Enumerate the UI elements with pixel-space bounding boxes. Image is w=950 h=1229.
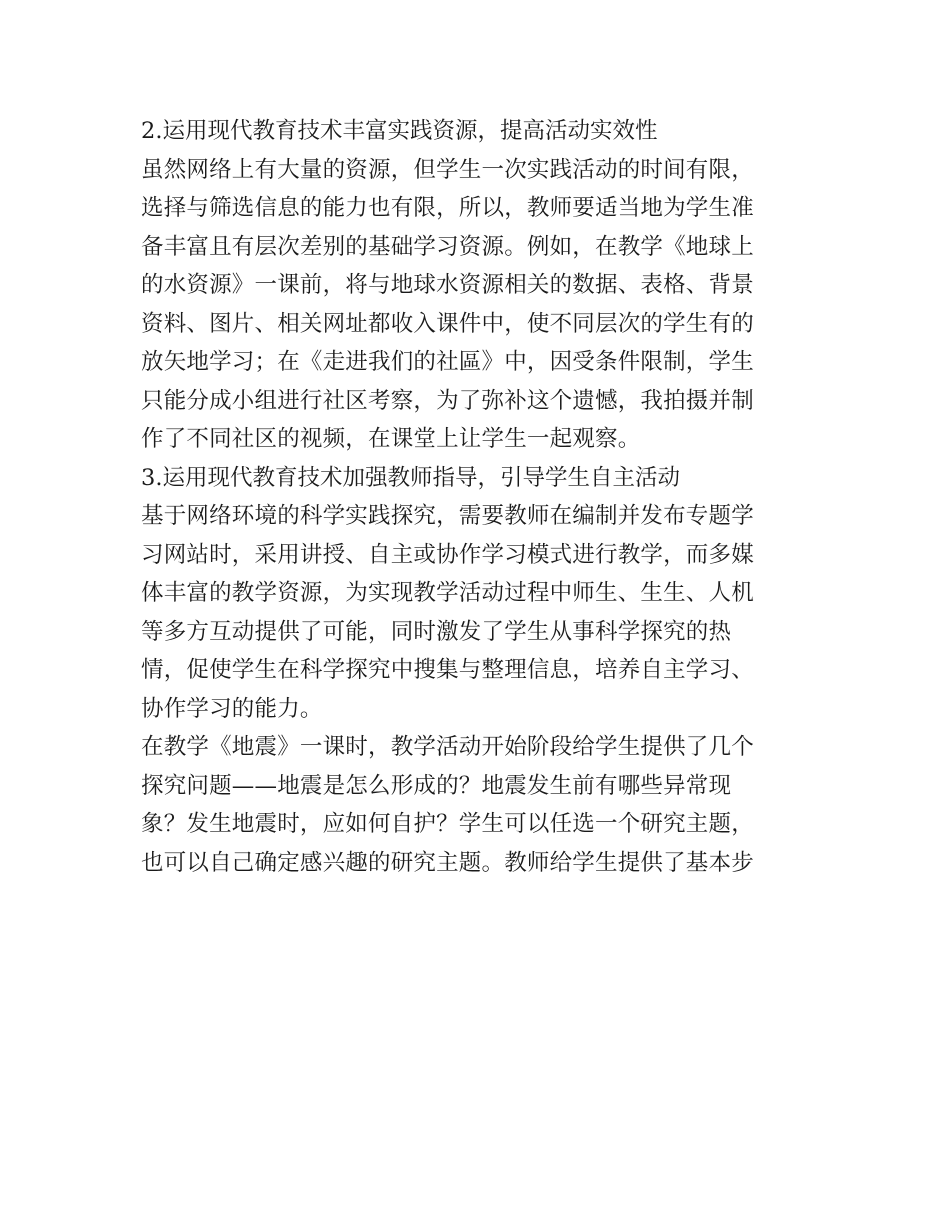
paragraph-line: 的水资源》一课前，将与地球水资源相关的数据、表格、背景 (141, 272, 754, 298)
document-body (141, 112, 821, 882)
paragraph-line: 资料、图片、相关网址都收入课件中，使不同层次的学生有的 (141, 310, 754, 337)
paragraph-line: 在教学《地震》一课时，教学活动开始阶段给学生提供了几个 (141, 734, 754, 760)
paragraph-line: 象？发生地震时，应如何自护？学生可以任选一个研究主题， (141, 811, 754, 837)
section-heading-2: 2.运用现代教育技术丰富实践资源，提高活动实效性 (141, 118, 658, 144)
paragraph-line: 只能分成小组进行社区考察，为了弥补这个遗憾，我拍摄并制 (141, 387, 754, 414)
paragraph-line: 等多方互动提供了可能，同时激发了学生从事科学探究的热 (141, 618, 732, 645)
section-heading-3: 3.运用现代教育技术加强教师指导，引导学生自主活动 (141, 464, 680, 491)
paragraph-line: 选择与筛选信息的能力也有限，所以，教师要适当地为学生准 (141, 195, 754, 221)
paragraph-line: 备丰富且有层次差别的基础学习资源。例如，在教学《地球上 (141, 233, 754, 260)
paragraph-line: 放矢地学习；在《走进我们的社區》中，因受条件限制，学生 (141, 349, 754, 375)
paragraph-line: 情，促使学生在科学探究中搜集与整理信息，培养自主学习、 (141, 657, 754, 683)
paragraph-line: 虽然网络上有大量的资源，但学生一次实践活动的时间有限， (141, 156, 754, 183)
paragraph-line: 基于网络环境的科学实践探究，需要教师在编制并发布专题学 (141, 503, 754, 529)
paragraph-line: 作了不同社区的视频，在课堂上让学生一起观察。 (141, 426, 641, 452)
paragraph-line: 探究问题——地震是怎么形成的？地震发生前有哪些异常现 (141, 772, 732, 799)
paragraph-line: 协作学习的能力。 (141, 695, 323, 722)
paragraph-line: 也可以自己确定感兴趣的研究主题。教师给学生提供了基本步 (141, 849, 754, 876)
paragraph-line: 习网站时，采用讲授、自主或协作学习模式进行教学，而多媒 (141, 541, 754, 568)
paragraph-line: 体丰富的教学资源，为实现教学活动过程中师生、生生、人机 (141, 580, 754, 606)
